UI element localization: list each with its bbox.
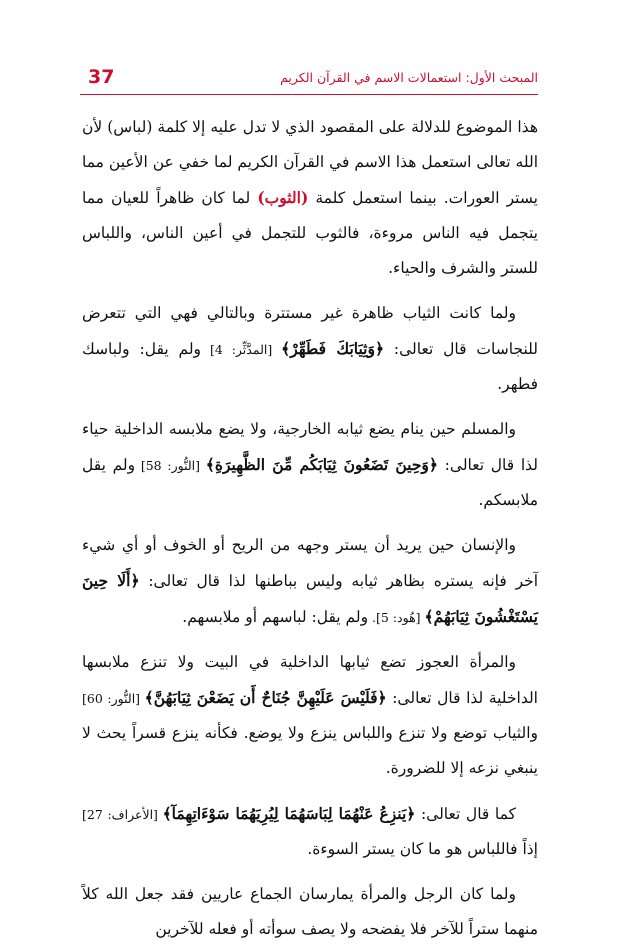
paragraph-4 — [82, 528, 538, 635]
paragraph-text: والإنسان حين يريد أن يستر وجهه من الريح أو الخوف أو أي شيء آخر فإنه يستره بظاهر ثيابه وليس بباطنها لذا قال تعالى: — [82, 536, 539, 590]
highlighted-term: (الثوب) — [257, 188, 309, 207]
quran-verse: ﴿يَنزِعُ عَنْهُمَا لِبَاسَهُمَا لِيُرِيَهُمَا سَوْءَاتِهِمَآ﴾ — [162, 804, 416, 823]
paragraph-text: والثياب توضع ولا تنزع واللباس ينزع ولا يوضع. فكأنه ينزع قسراً يحث لا ينبغي نزعه إلا للضرورة. — [82, 724, 538, 777]
paragraph-5 — [82, 645, 538, 786]
page-header — [80, 64, 538, 92]
paragraph-text: والمسلم حين ينام يضع ثيابه الخارجية، ولا يضع ملابسه الداخلية حياء لذا قال تعالى: — [82, 420, 538, 474]
header-rule — [80, 94, 538, 95]
paragraph-text: ولم يقل: لباسهم أو ملابسهم. — [182, 608, 369, 626]
quran-verse: ﴿وَحِينَ تَضَعُونَ ثِيَابَكُم مِّنَ الظَّهِيرَةِ﴾ — [205, 455, 438, 474]
quran-verse: ﴿وَثِيَابَكَ فَطَهِّرْ﴾ — [281, 339, 385, 358]
paragraph-text: إذاً فاللباس هو ما كان يستر السوءة. — [307, 840, 538, 858]
paragraph-1 — [82, 110, 538, 286]
paragraph-text: كما قال تعالى: — [415, 805, 516, 823]
verse-reference: [النُّور: 58] — [135, 458, 206, 473]
paragraph-2 — [82, 296, 538, 402]
paragraph-text: ولما كانت الثياب ظاهرة غير مستترة وبالتالي فهي التي تتعرض للنجاسات قال تعالى: — [82, 304, 538, 358]
paragraph-text: ولم يقل: ولباسك فطهر. — [82, 340, 538, 393]
verse-reference: [المدَّثِّر: 4] — [201, 342, 282, 357]
paragraph-text: ولم يقل ملابسكم. — [82, 456, 538, 509]
paragraph-7 — [82, 877, 538, 947]
paragraph-3 — [82, 412, 538, 518]
paragraph-6 — [82, 796, 538, 867]
paragraph-text: لما كان ظاهراً للعيان مما يتجمل فيه الناس مروءة، فالثوب للتجمل في أعين الناس، واللباس للستر والشرف والحياء. — [82, 189, 538, 277]
verse-reference: [هُود: 5]. — [368, 610, 425, 625]
verse-reference: [النُّور: 60] — [82, 691, 145, 706]
paragraph-text: ولما كان الرجل والمرأة يمارسان الجماع عاريين فقد جعل الله كلاً منهما ستراً للآخر فلا يفضحه ولا يصف سوأته أو فعله للآخرين — [82, 885, 538, 938]
running-title: المبحث الأول: استعمالات الاسم في القرآن الكريم — [280, 70, 538, 85]
verse-reference: [الأعراف: 27] — [82, 807, 163, 822]
paragraph-text: هذا الموضوع للدلالة على المقصود الذي لا تدل عليه إلا كلمة (لباس) لأن الله تعالى استعمل هذا الاسم في القرآن الكريم لما خفي عن الأعين مما يستر العورات. بينما استعمل كلمة — [82, 118, 538, 207]
paragraph-text: والمرأة العجوز تضع ثيابها الداخلية في البيت ولا تنزع ملابسها الداخلية لذا قال تعالى: — [82, 653, 538, 707]
quran-verse: ﴿فَلَيْسَ عَلَيْهِنَّ جُنَاحٌ أَن يَضَعْنَ ثِيَابَهُنَّ﴾ — [144, 688, 387, 707]
page-body — [82, 110, 539, 938]
page-number: 37 — [88, 66, 115, 88]
quran-verse: ﴿أَلَا حِينَ يَسْتَغْشُونَ ثِيَابَهُمْ﴾ — [82, 571, 538, 626]
